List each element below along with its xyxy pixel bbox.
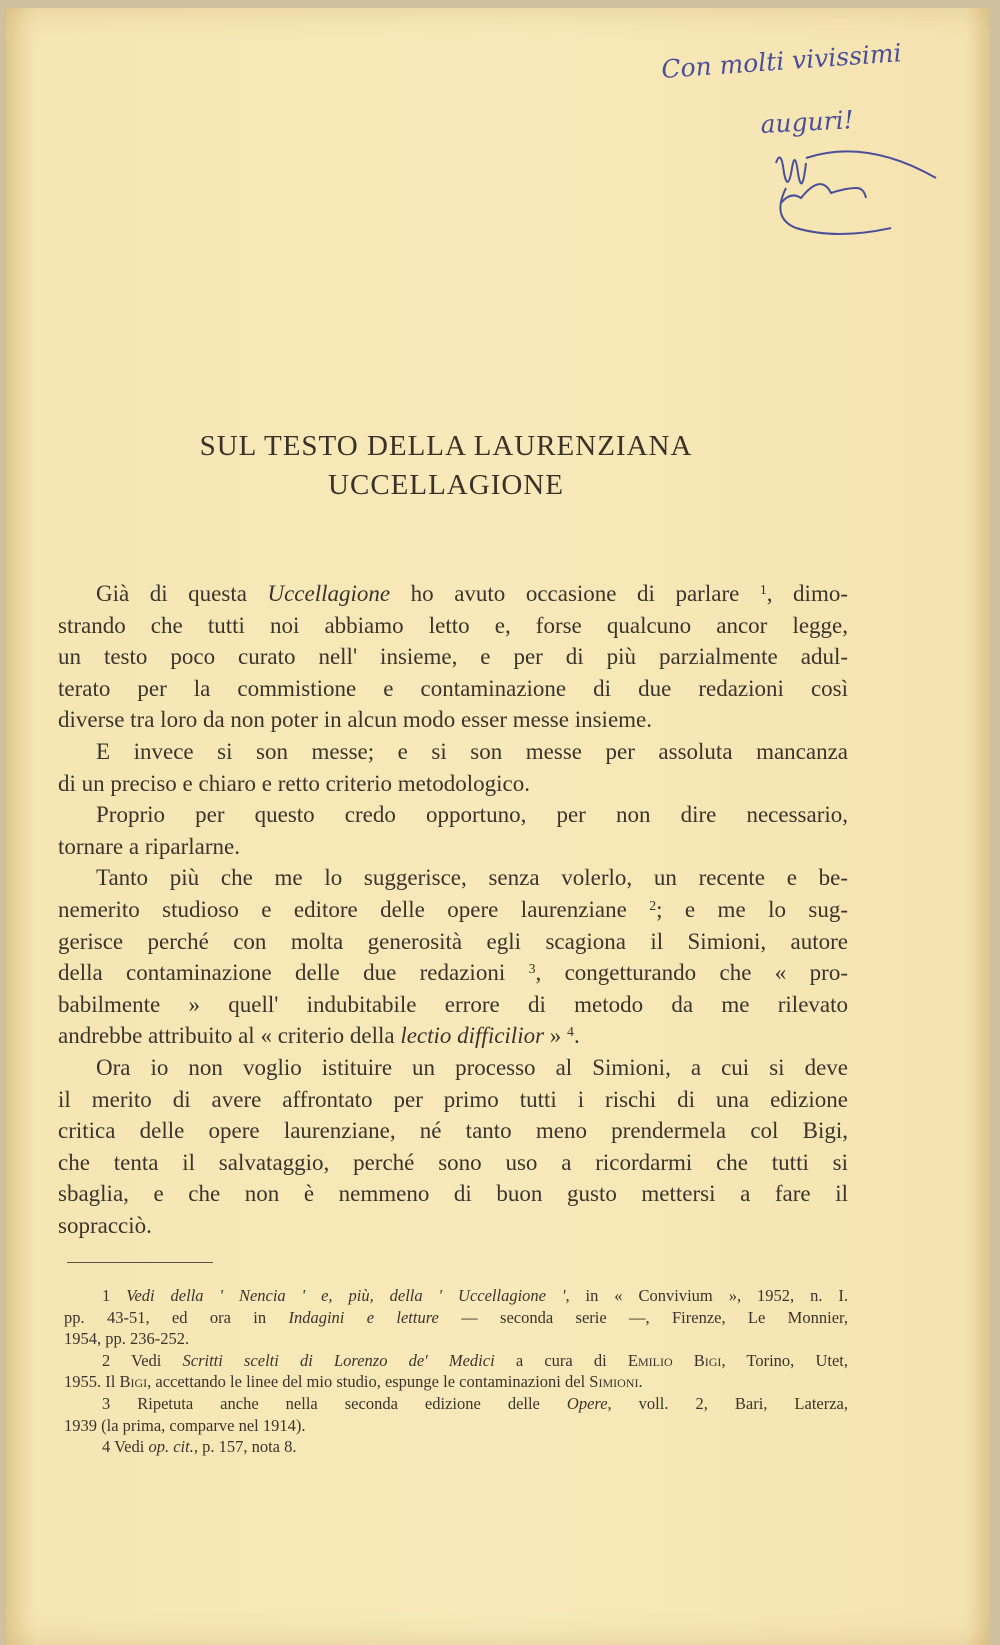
footnote-separator bbox=[67, 1262, 213, 1263]
text: gerisce perché con molta generosità egli scagiona il Simioni, autore bbox=[58, 928, 848, 954]
text: , congetturando che « pro- bbox=[535, 960, 848, 986]
text: sbaglia, e che non è nemmeno di buon gusto mettersi a fare il bbox=[58, 1181, 848, 1207]
text: — seconda serie —, Firenze, Le Monnier, bbox=[438, 1307, 848, 1327]
text: tornare a riparlarne. bbox=[58, 833, 240, 859]
text: . bbox=[573, 1023, 580, 1049]
paragraph-line bbox=[58, 673, 848, 705]
text: nemerito studioso e editore delle opere laurenziane bbox=[58, 896, 650, 922]
text: un testo poco curato nell' insieme, e per di più parzialmente adul- bbox=[58, 644, 848, 670]
text: babilmente » quell' indubitabile errore di metodo da me rilevato bbox=[58, 991, 848, 1017]
paragraph-line bbox=[58, 989, 848, 1021]
text: 1954, pp. 236-252. bbox=[64, 1329, 190, 1349]
text: 1939 (la prima, comparve nel 1914). bbox=[64, 1415, 306, 1435]
footnote-ref: 2 bbox=[649, 898, 657, 914]
footnote-line bbox=[64, 1436, 848, 1458]
paragraph-line bbox=[58, 768, 848, 800]
footnote-ref: 3 bbox=[528, 961, 536, 977]
italic-text: op. cit. bbox=[148, 1437, 194, 1457]
footnote-ref: 4 bbox=[567, 1024, 574, 1040]
paragraph-line bbox=[58, 1147, 848, 1179]
paragraph-line bbox=[58, 862, 848, 894]
text: diverse tra loro da non poter in alcun modo esser messe insieme. bbox=[58, 707, 653, 733]
text: sopracciò. bbox=[58, 1212, 152, 1238]
article-title: SUL TESTO DELLA LAURENZIANA bbox=[199, 430, 693, 462]
text: a cura di bbox=[494, 1350, 628, 1370]
italic-text: Vedi della ' Nencia ' e, più, della ' Uccellagione ' bbox=[126, 1286, 566, 1305]
text: Ora io non voglio istituire un processo al Simioni, a cui si deve bbox=[96, 1054, 848, 1080]
text: di un preciso e chiaro e retto criterio metodologico. bbox=[58, 770, 530, 796]
footnote-ref: 1 bbox=[759, 582, 767, 598]
body-text bbox=[58, 578, 848, 1241]
footnote-line bbox=[64, 1415, 848, 1437]
paragraph-line bbox=[58, 1084, 848, 1116]
footnote-line bbox=[64, 1328, 848, 1350]
italic-text: Indagini e letture bbox=[288, 1307, 439, 1327]
text: 2 Vedi bbox=[102, 1350, 183, 1370]
text: Proprio per questo credo opportuno, per non dire necessario, bbox=[96, 802, 848, 828]
text: , accettando le linee del mio studio, espunge le contaminazioni del bbox=[147, 1372, 590, 1392]
paragraph-line bbox=[58, 1052, 848, 1084]
text: . bbox=[638, 1372, 643, 1392]
text: della contaminazione delle due redazioni bbox=[58, 960, 529, 986]
paragraph-line bbox=[58, 957, 848, 989]
paragraph-line bbox=[58, 831, 848, 863]
text: , dimo- bbox=[766, 581, 848, 606]
article-title-line-2: UCCELLAGIONE bbox=[328, 469, 564, 501]
italic-text: Scritti scelti di Lorenzo de' Medici bbox=[182, 1350, 495, 1370]
small-caps-name: Bigi bbox=[119, 1372, 148, 1392]
text: il merito di avere affrontato per primo tutti i rischi di una edizione bbox=[58, 1086, 848, 1112]
text: ho avuto occasione di parlare bbox=[390, 581, 760, 606]
text: 3 Ripetuta anche nella seconda edizione delle bbox=[102, 1393, 567, 1413]
text: strando che tutti noi abbiamo letto e, forse qualcuno ancor legge, bbox=[58, 612, 848, 638]
paragraph-line bbox=[58, 578, 848, 610]
text: , Torino, Utet, bbox=[721, 1350, 848, 1370]
text: andrebbe attribuito al « criterio della bbox=[58, 1023, 401, 1049]
text: 1 bbox=[102, 1286, 127, 1305]
footnote-line bbox=[64, 1393, 848, 1415]
footnotes bbox=[64, 1285, 848, 1458]
paragraph-line bbox=[58, 641, 848, 673]
paragraph-line bbox=[58, 1115, 848, 1147]
document-page bbox=[6, 8, 990, 1645]
handwritten-inscription bbox=[656, 38, 956, 238]
text: E invece si son messe; e si son messe per assoluta mancanza bbox=[96, 738, 848, 764]
paragraph-line bbox=[58, 610, 848, 642]
small-caps-name: Emilio Bigi bbox=[627, 1350, 722, 1370]
text: , p. 157, nota 8. bbox=[193, 1437, 297, 1457]
text: Tanto più che me lo suggerisce, senza volerlo, un recente e be- bbox=[96, 865, 848, 891]
small-caps-name: Simioni bbox=[589, 1372, 639, 1392]
footnote-line bbox=[64, 1371, 848, 1393]
text: , in « Convivium », 1952, n. I. bbox=[565, 1286, 849, 1305]
paragraph-line bbox=[58, 1210, 848, 1242]
italic-text: Uccellagione bbox=[267, 581, 391, 606]
signature bbox=[776, 151, 936, 234]
italic-text: lectio difficilior bbox=[400, 1023, 545, 1049]
footnote-line bbox=[64, 1307, 848, 1329]
text: 1955. Il bbox=[64, 1372, 120, 1392]
text: » bbox=[544, 1023, 568, 1049]
paragraph-line bbox=[58, 799, 848, 831]
paragraph-line bbox=[58, 1178, 848, 1210]
text: che tenta il salvataggio, perché sono uso a ricordarmi che tutti si bbox=[58, 1149, 848, 1175]
paragraph-line bbox=[58, 926, 848, 958]
text: , voll. 2, Bari, Laterza, bbox=[607, 1393, 848, 1413]
text: Già di questa bbox=[96, 581, 268, 606]
text: 4 Vedi bbox=[102, 1437, 149, 1457]
text: pp. 43-51, ed ora in bbox=[64, 1307, 289, 1327]
paragraph-line bbox=[58, 704, 848, 736]
paragraph-line bbox=[58, 1020, 848, 1052]
paragraph-line bbox=[58, 894, 848, 926]
text: critica delle opere laurenziane, né tanto meno prendermela col Bigi, bbox=[58, 1118, 848, 1144]
text: terato per la commistione e contaminazione di due redazioni così bbox=[58, 675, 848, 701]
footnote-line bbox=[64, 1285, 848, 1307]
inscription-line-1: Con molti vivissimi bbox=[660, 38, 903, 84]
inscription-line-2: auguri! bbox=[759, 105, 855, 139]
text: ; e me lo sug- bbox=[656, 896, 848, 922]
paragraph-line bbox=[58, 736, 848, 768]
italic-text: Opere bbox=[566, 1393, 608, 1413]
footnote-line bbox=[64, 1350, 848, 1372]
